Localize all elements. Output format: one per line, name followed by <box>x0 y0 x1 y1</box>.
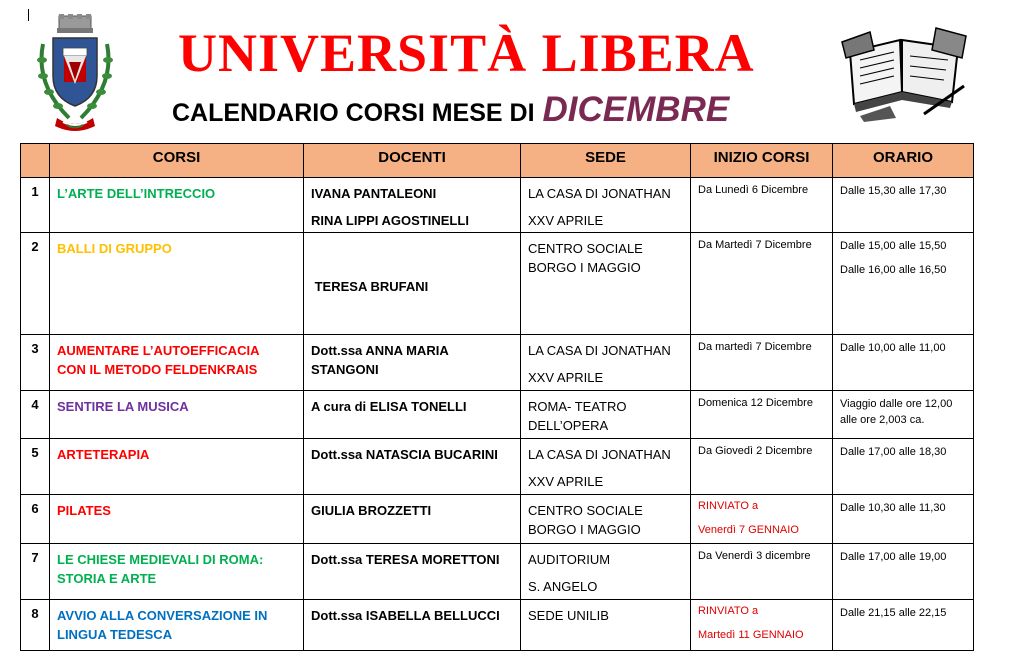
municipal-crest-icon <box>33 14 117 136</box>
courses-table <box>20 143 974 651</box>
course-name-line: LE CHIESE MEDIEVALI DI ROMA: <box>57 552 264 567</box>
teacher-line: Dott.ssa ISABELLA BELLUCCI <box>311 608 500 623</box>
schedule <box>833 391 974 439</box>
start-date-line: Da Martedì 7 Dicembre <box>698 239 812 251</box>
course-name <box>50 335 304 391</box>
course-name-line: SENTIRE LA MUSICA <box>57 399 189 414</box>
venue-line: XXV APRILE <box>528 474 604 489</box>
start-date <box>691 544 833 600</box>
table-row <box>21 178 974 233</box>
schedule-line: Dalle 17,00 alle 19,00 <box>840 551 947 563</box>
course-name <box>50 495 304 544</box>
table-row <box>21 600 974 651</box>
venue-line: SEDE UNILIB <box>528 608 609 623</box>
table-row <box>21 544 974 600</box>
table-header-row <box>21 144 974 178</box>
start-date-line: Da Giovedì 2 Dicembre <box>698 445 813 457</box>
teacher <box>304 233 521 335</box>
course-name <box>50 600 304 651</box>
teacher-line: Dott.ssa TERESA MORETTONI <box>311 552 500 567</box>
venue <box>521 544 691 600</box>
teacher <box>304 495 521 544</box>
venue-line: DELL’OPERA <box>528 418 609 433</box>
schedule-line: Dalle 15,00 alle 15,50 <box>840 240 947 252</box>
start-date-line: Da martedì 7 Dicembre <box>698 341 812 353</box>
table-row <box>21 439 974 495</box>
schedule <box>833 178 974 233</box>
start-date <box>691 391 833 439</box>
venue <box>521 335 691 391</box>
table-row <box>21 335 974 391</box>
row-number: 7 <box>21 544 50 600</box>
course-name <box>50 178 304 233</box>
venue <box>521 233 691 335</box>
course-name <box>50 544 304 600</box>
schedule-line: Dalle 15,30 alle 17,30 <box>840 185 947 197</box>
course-name-line: LINGUA TEDESCA <box>57 627 173 642</box>
venue <box>521 391 691 439</box>
col-header-orario: ORARIO <box>833 144 974 178</box>
teacher <box>304 391 521 439</box>
course-name <box>50 391 304 439</box>
schedule-line: Dalle 16,00 alle 16,50 <box>840 264 947 276</box>
teacher <box>304 335 521 391</box>
venue-line: ROMA- TEATRO <box>528 399 627 414</box>
schedule <box>833 495 974 544</box>
table-row <box>21 391 974 439</box>
col-header-inizio: INIZIO CORSI <box>691 144 833 178</box>
course-name-line: ARTETERAPIA <box>57 447 150 462</box>
start-date <box>691 178 833 233</box>
start-date-line: Domenica 12 Dicembre <box>698 397 813 409</box>
open-book-icon <box>840 22 970 122</box>
venue-line: CENTRO SOCIALE <box>528 503 643 518</box>
schedule <box>833 544 974 600</box>
teacher <box>304 600 521 651</box>
venue-line: LA CASA DI JONATHAN <box>528 186 671 201</box>
venue-line: XXV APRILE <box>528 370 604 385</box>
venue-line: S. ANGELO <box>528 579 598 594</box>
col-header-sede: SEDE <box>521 144 691 178</box>
col-header-corsi: CORSI <box>50 144 304 178</box>
course-name-line: AVVIO ALLA CONVERSAZIONE IN <box>57 608 268 623</box>
postponed-label: RINVIATO a <box>698 605 759 617</box>
row-number: 6 <box>21 495 50 544</box>
table-row <box>21 233 974 335</box>
venue <box>521 600 691 651</box>
start-date <box>691 335 833 391</box>
venue-line: BORGO I MAGGIO <box>528 260 641 275</box>
subtitle-lead: CALENDARIO CORSI MESE DI <box>172 99 535 127</box>
start-date-line: Da Venerdì 3 dicembre <box>698 550 811 562</box>
page-subtitle <box>172 90 729 130</box>
course-name-line: CON IL METODO FELDENKRAIS <box>57 362 258 377</box>
teacher-line: Dott.ssa ANNA MARIA <box>311 343 449 358</box>
teacher-line: RINA LIPPI AGOSTINELLI <box>311 213 469 228</box>
start-date-line: Martedì 11 GENNAIO <box>698 629 804 641</box>
row-number: 3 <box>21 335 50 391</box>
teacher-line: STANGONI <box>311 362 379 377</box>
schedule <box>833 233 974 335</box>
start-date <box>691 439 833 495</box>
start-date <box>691 495 833 544</box>
teacher-line: TERESA BRUFANI <box>311 279 429 294</box>
venue-line: LA CASA DI JONATHAN <box>528 447 671 462</box>
course-name <box>50 233 304 335</box>
schedule-line: Dalle 17,00 alle 18,30 <box>840 446 947 458</box>
teacher-line: A cura di ELISA TONELLI <box>311 399 467 414</box>
schedule-line: Dalle 10,30 alle 11,30 <box>840 502 946 514</box>
course-name <box>50 439 304 495</box>
start-date-line: Da Lunedì 6 Dicembre <box>698 184 809 196</box>
course-name-line: PILATES <box>57 503 111 518</box>
schedule <box>833 335 974 391</box>
venue <box>521 178 691 233</box>
col-header-docenti: DOCENTI <box>304 144 521 178</box>
venue-line: CENTRO SOCIALE <box>528 241 643 256</box>
row-number: 8 <box>21 600 50 651</box>
start-date <box>691 233 833 335</box>
venue-line: AUDITORIUM <box>528 552 611 567</box>
row-number: 5 <box>21 439 50 495</box>
schedule <box>833 439 974 495</box>
venue-line: BORGO I MAGGIO <box>528 522 641 537</box>
schedule-line: Viaggio dalle ore 12,00 <box>840 398 953 410</box>
schedule-line: Dalle 21,15 alle 22,15 <box>840 607 947 619</box>
schedule-line: Dalle 10,00 alle 11,00 <box>840 342 946 354</box>
course-name-line: BALLI DI GRUPPO <box>57 241 172 256</box>
page-title: UNIVERSITÀ LIBERA <box>178 23 755 83</box>
teacher-line: Dott.ssa NATASCIA BUCARINI <box>311 447 498 462</box>
col-header-num <box>21 144 50 178</box>
course-name-line: L’ARTE DELL’INTRECCIO <box>57 186 216 201</box>
postponed-label: RINVIATO a <box>698 500 759 512</box>
row-number: 2 <box>21 233 50 335</box>
teacher <box>304 178 521 233</box>
course-name-line: AUMENTARE L’AUTOEFFICACIA <box>57 343 260 358</box>
course-name-line: STORIA E ARTE <box>57 571 157 586</box>
teacher-line: IVANA PANTALEONI <box>311 186 437 201</box>
venue <box>521 439 691 495</box>
venue-line: LA CASA DI JONATHAN <box>528 343 671 358</box>
text-cursor <box>28 9 29 21</box>
schedule <box>833 600 974 651</box>
start-date-line: Venerdì 7 GENNAIO <box>698 524 799 536</box>
venue <box>521 495 691 544</box>
start-date <box>691 600 833 651</box>
venue-line: XXV APRILE <box>528 213 604 228</box>
subtitle-month: DICEMBRE <box>542 90 730 129</box>
row-number: 1 <box>21 178 50 233</box>
table-row <box>21 495 974 544</box>
teacher <box>304 544 521 600</box>
schedule-line: alle ore 2,003 ca. <box>840 414 925 426</box>
teacher <box>304 439 521 495</box>
teacher-line: GIULIA BROZZETTI <box>311 503 432 518</box>
row-number: 4 <box>21 391 50 439</box>
